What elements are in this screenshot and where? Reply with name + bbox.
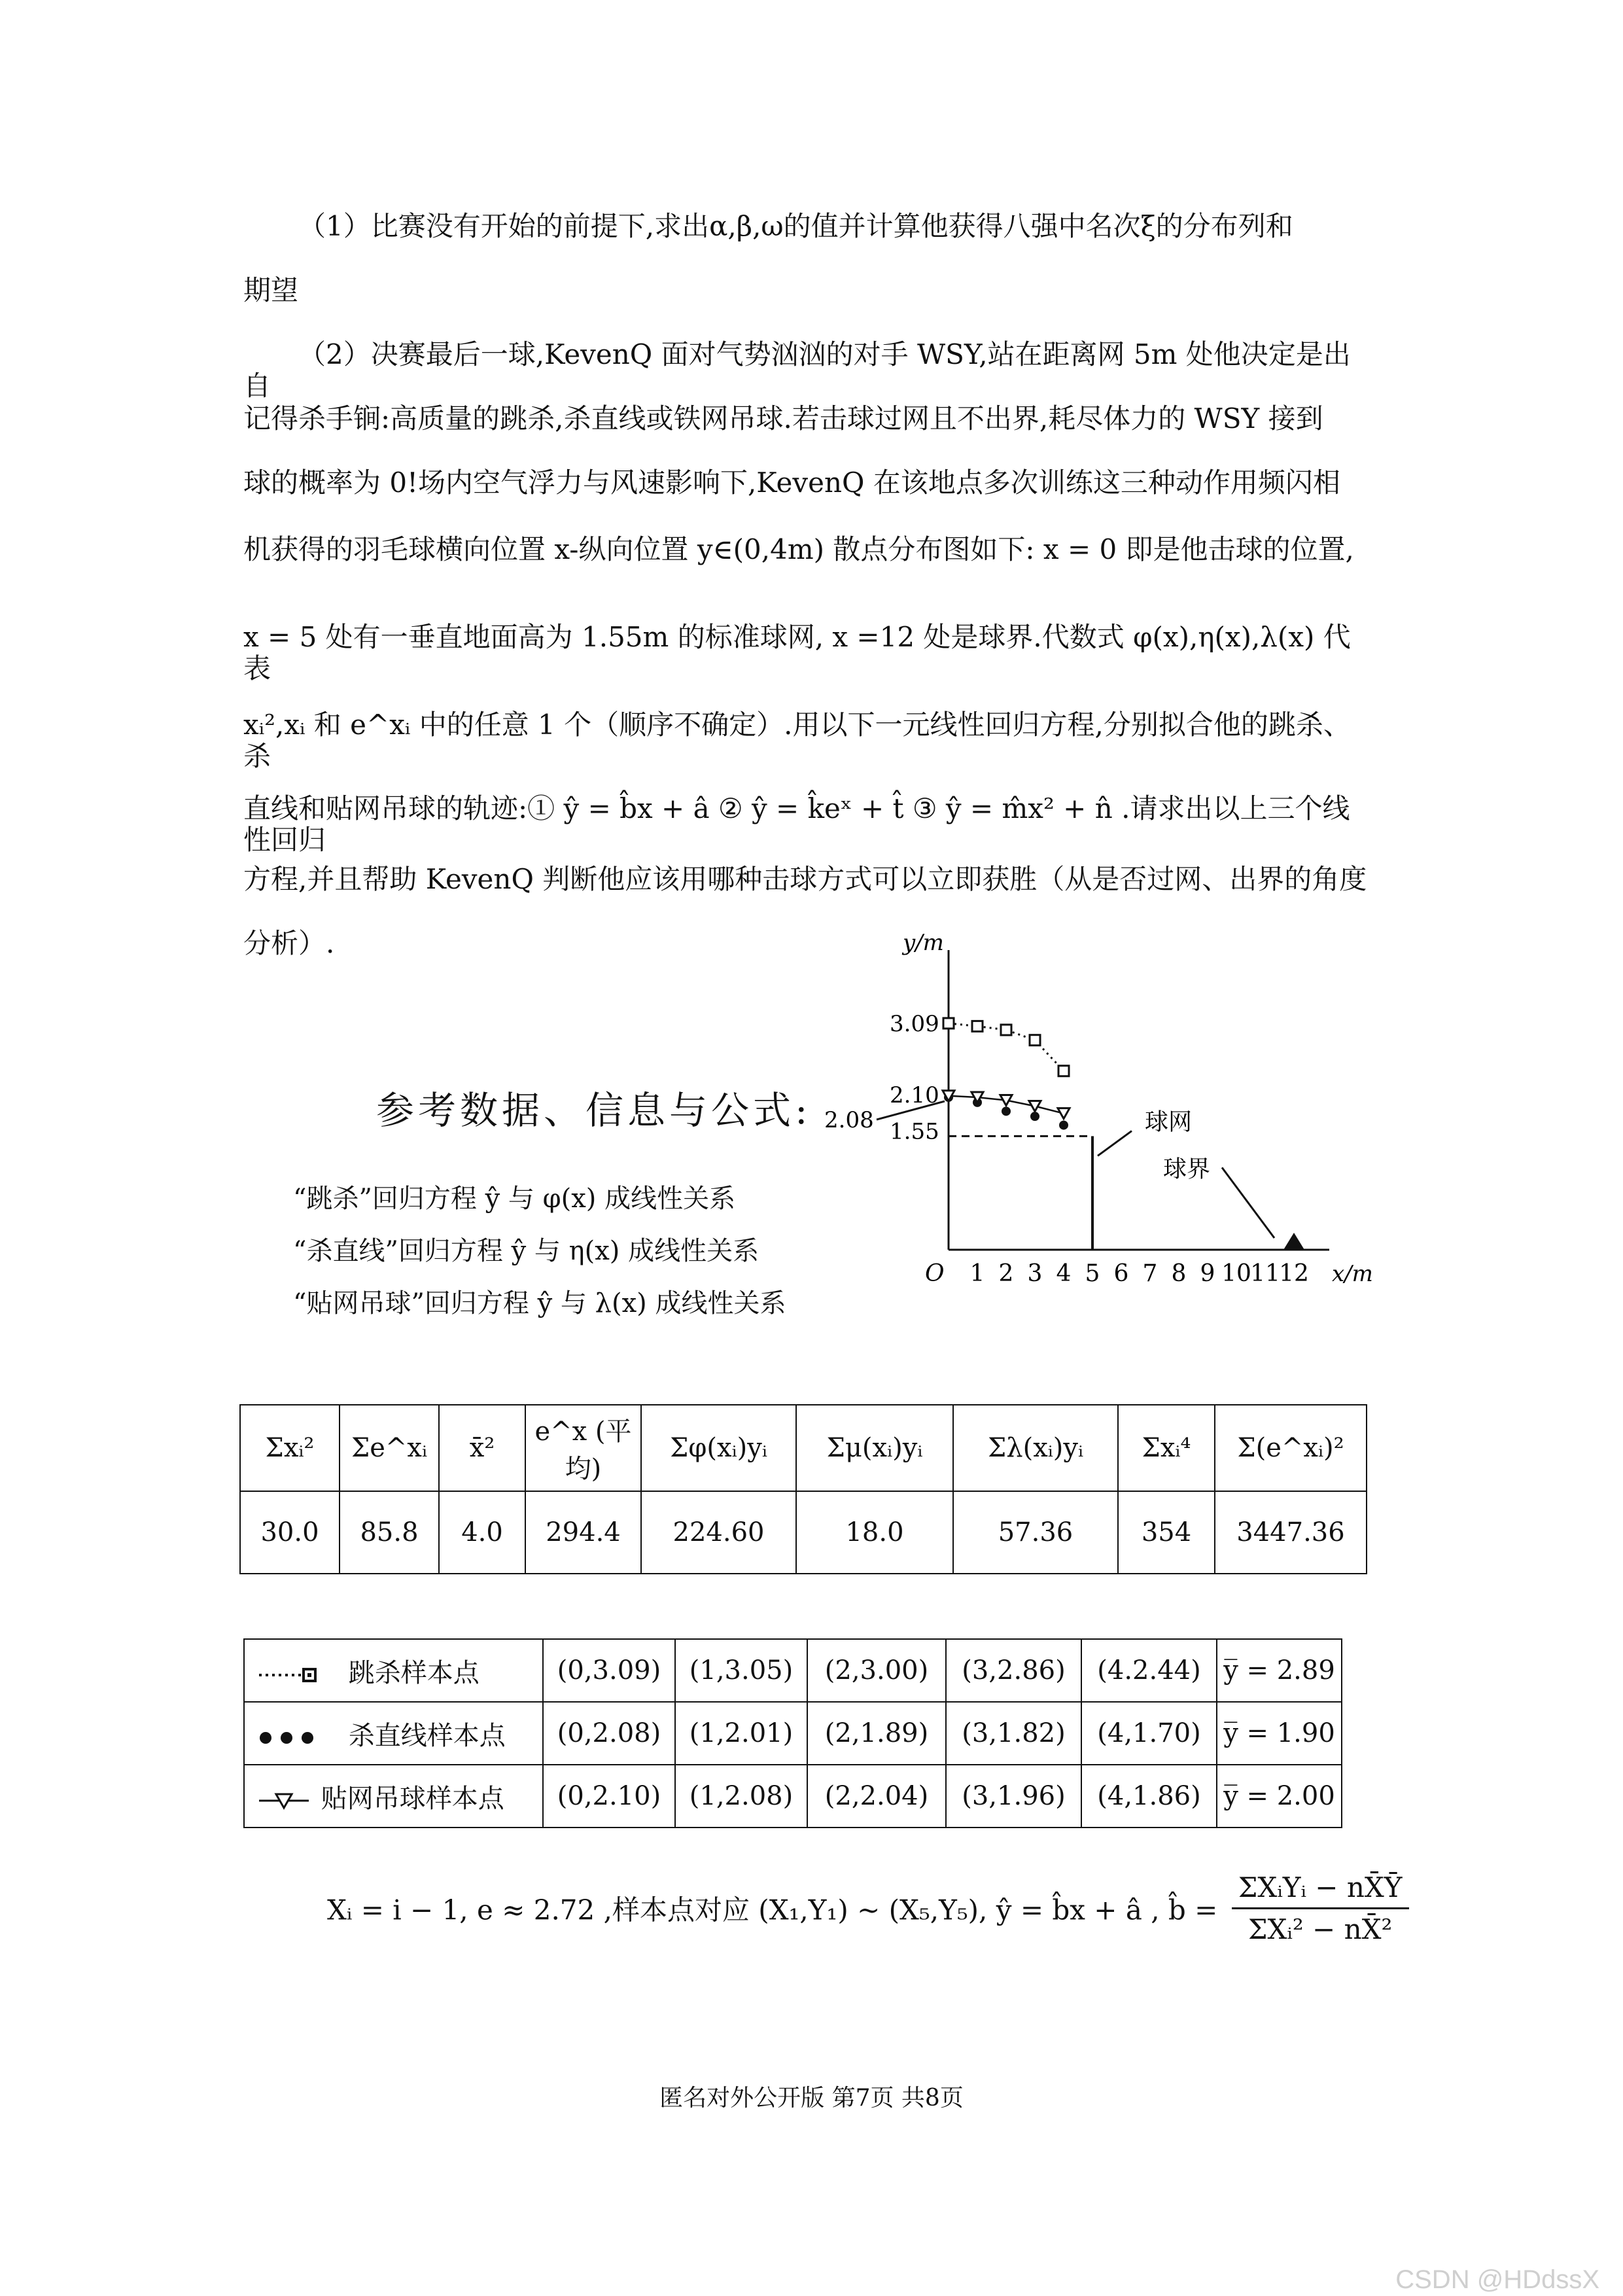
sample-point: (1,3.05) bbox=[675, 1639, 807, 1702]
jump-smash-point bbox=[943, 1018, 954, 1029]
sum-value: 3447.36 bbox=[1215, 1491, 1367, 1574]
y-annotation-3-09: 3.09 bbox=[890, 1010, 939, 1037]
watermark: CSDN @HDdssX bbox=[1395, 2265, 1599, 2294]
scatter-chart bbox=[818, 930, 1393, 1289]
boundary-marker bbox=[1283, 1233, 1304, 1250]
page-footer: 匿名对外公开版 第7页 共8页 bbox=[659, 2085, 964, 2111]
sum-header-exi-squared: Σ(e^xᵢ)² bbox=[1215, 1405, 1367, 1491]
sum-header-xi2: Σxᵢ² bbox=[240, 1405, 340, 1491]
y-annotation-2-08: 2.08 bbox=[824, 1107, 874, 1134]
sample-mean: y̅ = 2.89 bbox=[1217, 1639, 1342, 1702]
origin-label: O bbox=[925, 1260, 945, 1287]
x-tick-label: 10 bbox=[1221, 1260, 1251, 1287]
sum-header-ex-mean: e^x (平均) bbox=[525, 1405, 641, 1491]
sample-row-label bbox=[244, 1765, 543, 1828]
straight-smash-point bbox=[1059, 1121, 1068, 1130]
y-annotation-2-10: 2.10 bbox=[890, 1082, 939, 1108]
jump-smash-point bbox=[1030, 1035, 1040, 1046]
sum-header-phi: Σφ(xᵢ)yᵢ bbox=[641, 1405, 796, 1491]
question-2-line-8: 方程,并且帮助 KevenQ 判断他应该用哪种击球方式可以立即获胜（从是否过网、出界的角度 bbox=[243, 863, 1367, 895]
reference-line-1: “跳杀”回归方程 ŷ 与 φ(x) 成线性关系 bbox=[293, 1184, 736, 1214]
y-axis-label: y/m bbox=[903, 930, 944, 956]
net-drop-point bbox=[1029, 1101, 1041, 1111]
question-2-line-5: x = 5 处有一垂直地面高为 1.55m 的标准球网, x =12 处是球界.代数式 φ(x),η(x),λ(x) 代表 bbox=[243, 621, 1351, 684]
x-tick-label: 2 bbox=[998, 1260, 1014, 1287]
formula-fraction bbox=[1232, 1871, 1409, 1945]
reference-title: 参考数据、信息与公式: bbox=[376, 1088, 812, 1133]
sum-header-lambda: Σλ(xᵢ)yᵢ bbox=[953, 1405, 1118, 1491]
sum-value: 4.0 bbox=[439, 1491, 525, 1574]
boundary-label: 球界 bbox=[1163, 1156, 1211, 1183]
jump-smash-point bbox=[972, 1021, 983, 1031]
sample-label-straight-smash: 杀直线样本点 bbox=[348, 1720, 506, 1751]
question-1-line-1: （1）比赛没有开始的前提下,求出α,β,ω的值并计算他获得八强中名次ξ的分布列和 bbox=[298, 210, 1293, 242]
question-1-line-2: 期望 bbox=[243, 274, 299, 306]
sample-label-net-drop: 贴网吊球样本点 bbox=[321, 1783, 504, 1814]
reference-line-2: “杀直线”回归方程 ŷ 与 η(x) 成线性关系 bbox=[293, 1236, 759, 1266]
x-tick-label: 4 bbox=[1056, 1260, 1072, 1287]
question-2-line-9: 分析）. bbox=[243, 927, 335, 959]
jump-smash-point bbox=[1058, 1066, 1069, 1076]
x-tick-label: 7 bbox=[1142, 1260, 1158, 1287]
x-axis-label: x/m bbox=[1332, 1261, 1373, 1287]
sum-header-mu: Σμ(xᵢ)yᵢ bbox=[796, 1405, 953, 1491]
sample-point: (3,1.82) bbox=[946, 1702, 1081, 1765]
x-tick-label: 11 bbox=[1250, 1260, 1280, 1287]
sample-point: (3,2.86) bbox=[946, 1639, 1081, 1702]
sample-mean: y̅ = 1.90 bbox=[1217, 1702, 1342, 1765]
formula-numerator: ΣXᵢYᵢ − nX̄Ȳ bbox=[1232, 1871, 1409, 1909]
sum-value: 294.4 bbox=[525, 1491, 641, 1574]
sample-row-label bbox=[244, 1702, 543, 1765]
sum-table bbox=[239, 1404, 1367, 1574]
jump-smash-point bbox=[1001, 1025, 1011, 1035]
sample-point: (1,2.08) bbox=[675, 1765, 807, 1828]
sample-point: (1,2.01) bbox=[675, 1702, 807, 1765]
sample-label-jump-smash: 跳杀样本点 bbox=[348, 1657, 480, 1688]
net-label: 球网 bbox=[1145, 1108, 1193, 1136]
question-2-line-4: 机获得的羽毛球横向位置 x-纵向位置 y∈(0,4m) 散点分布图如下: x = 0 即是他击球的位置, bbox=[243, 533, 1354, 565]
question-2-line-3: 球的概率为 0!场内空气浮力与风速影响下,KevenQ 在该地点多次训练这三种动作用频闪相 bbox=[243, 467, 1340, 499]
dot-marker-legend-icon bbox=[258, 1728, 323, 1748]
x-tick-label: 3 bbox=[1027, 1260, 1043, 1287]
sample-point: (4,1.86) bbox=[1081, 1765, 1217, 1828]
sum-value: 18.0 bbox=[796, 1491, 953, 1574]
net-pointer-line bbox=[1098, 1131, 1132, 1156]
sum-value: 224.60 bbox=[641, 1491, 796, 1574]
sample-table bbox=[243, 1638, 1342, 1828]
boundary-pointer-line bbox=[1222, 1167, 1274, 1238]
sample-row-label bbox=[244, 1639, 543, 1702]
triangle-marker-legend-icon bbox=[258, 1791, 310, 1810]
formula-denominator: ΣXᵢ² − nX̄² bbox=[1248, 1913, 1393, 1945]
question-2-line-1: （2）决赛最后一球,KevenQ 面对气势汹汹的对手 WSY,站在距离网 5m 处他决定是出自 bbox=[243, 338, 1351, 402]
sample-mean: y̅ = 2.00 bbox=[1217, 1765, 1342, 1828]
straight-smash-point bbox=[1002, 1106, 1011, 1116]
sum-header-exi: Σe^xᵢ bbox=[340, 1405, 439, 1491]
square-marker-legend-icon bbox=[258, 1665, 323, 1685]
x-tick-label: 8 bbox=[1171, 1260, 1187, 1287]
sum-value: 57.36 bbox=[953, 1491, 1118, 1574]
x-tick-label: 5 bbox=[1085, 1260, 1100, 1287]
question-2-line-2: 记得杀手锏:高质量的跳杀,杀直线或铁网吊球.若击球过网且不出界,耗尽体力的 WSY 接到 bbox=[243, 402, 1323, 434]
question-2-line-7: 直线和贴网吊球的轨迹:① ŷ = b̂x + â ② ŷ = k̂eˣ + t̂ ③ ŷ = m̂x² + n̂ .请求出以上三个线性回归 bbox=[243, 792, 1350, 856]
x-tick-label: 1 bbox=[969, 1260, 985, 1287]
x-tick-label: 6 bbox=[1113, 1260, 1129, 1287]
sample-point: (0,2.10) bbox=[543, 1765, 675, 1828]
x-tick-label: 12 bbox=[1279, 1260, 1309, 1287]
sample-point: (3,1.96) bbox=[946, 1765, 1081, 1828]
sample-point: (2,1.89) bbox=[807, 1702, 946, 1765]
sum-value: 85.8 bbox=[340, 1491, 439, 1574]
sample-point: (2,3.00) bbox=[807, 1639, 946, 1702]
sample-point: (0,2.08) bbox=[543, 1702, 675, 1765]
sum-value: 354 bbox=[1118, 1491, 1215, 1574]
regression-formula bbox=[327, 1871, 1409, 1945]
sample-point: (0,3.09) bbox=[543, 1639, 675, 1702]
sample-point: (4.2.44) bbox=[1081, 1639, 1217, 1702]
sum-value: 30.0 bbox=[240, 1491, 340, 1574]
net-drop-point bbox=[1058, 1108, 1070, 1119]
sample-point: (4,1.70) bbox=[1081, 1702, 1217, 1765]
question-2-line-6: xᵢ²,xᵢ 和 e^xᵢ 中的任意 1 个（顺序不确定）.用以下一元线性回归方程,分别拟合他的跳杀、杀 bbox=[243, 709, 1351, 772]
formula-text: Xᵢ = i − 1, e ≈ 2.72 ,样本点对应 (X₁,Y₁) ~ (X₅,Y₅), ŷ = b̂x + â , b̂ = bbox=[327, 1894, 1218, 1926]
x-tick-label: 9 bbox=[1200, 1260, 1215, 1287]
sample-point: (2,2.04) bbox=[807, 1765, 946, 1828]
y-annotation-1-55: 1.55 bbox=[890, 1118, 939, 1145]
sum-header-xi4: Σxᵢ⁴ bbox=[1118, 1405, 1215, 1491]
reference-line-3: “贴网吊球”回归方程 ŷ 与 λ(x) 成线性关系 bbox=[293, 1288, 786, 1318]
sum-header-xbar2: x̄² bbox=[439, 1405, 525, 1491]
